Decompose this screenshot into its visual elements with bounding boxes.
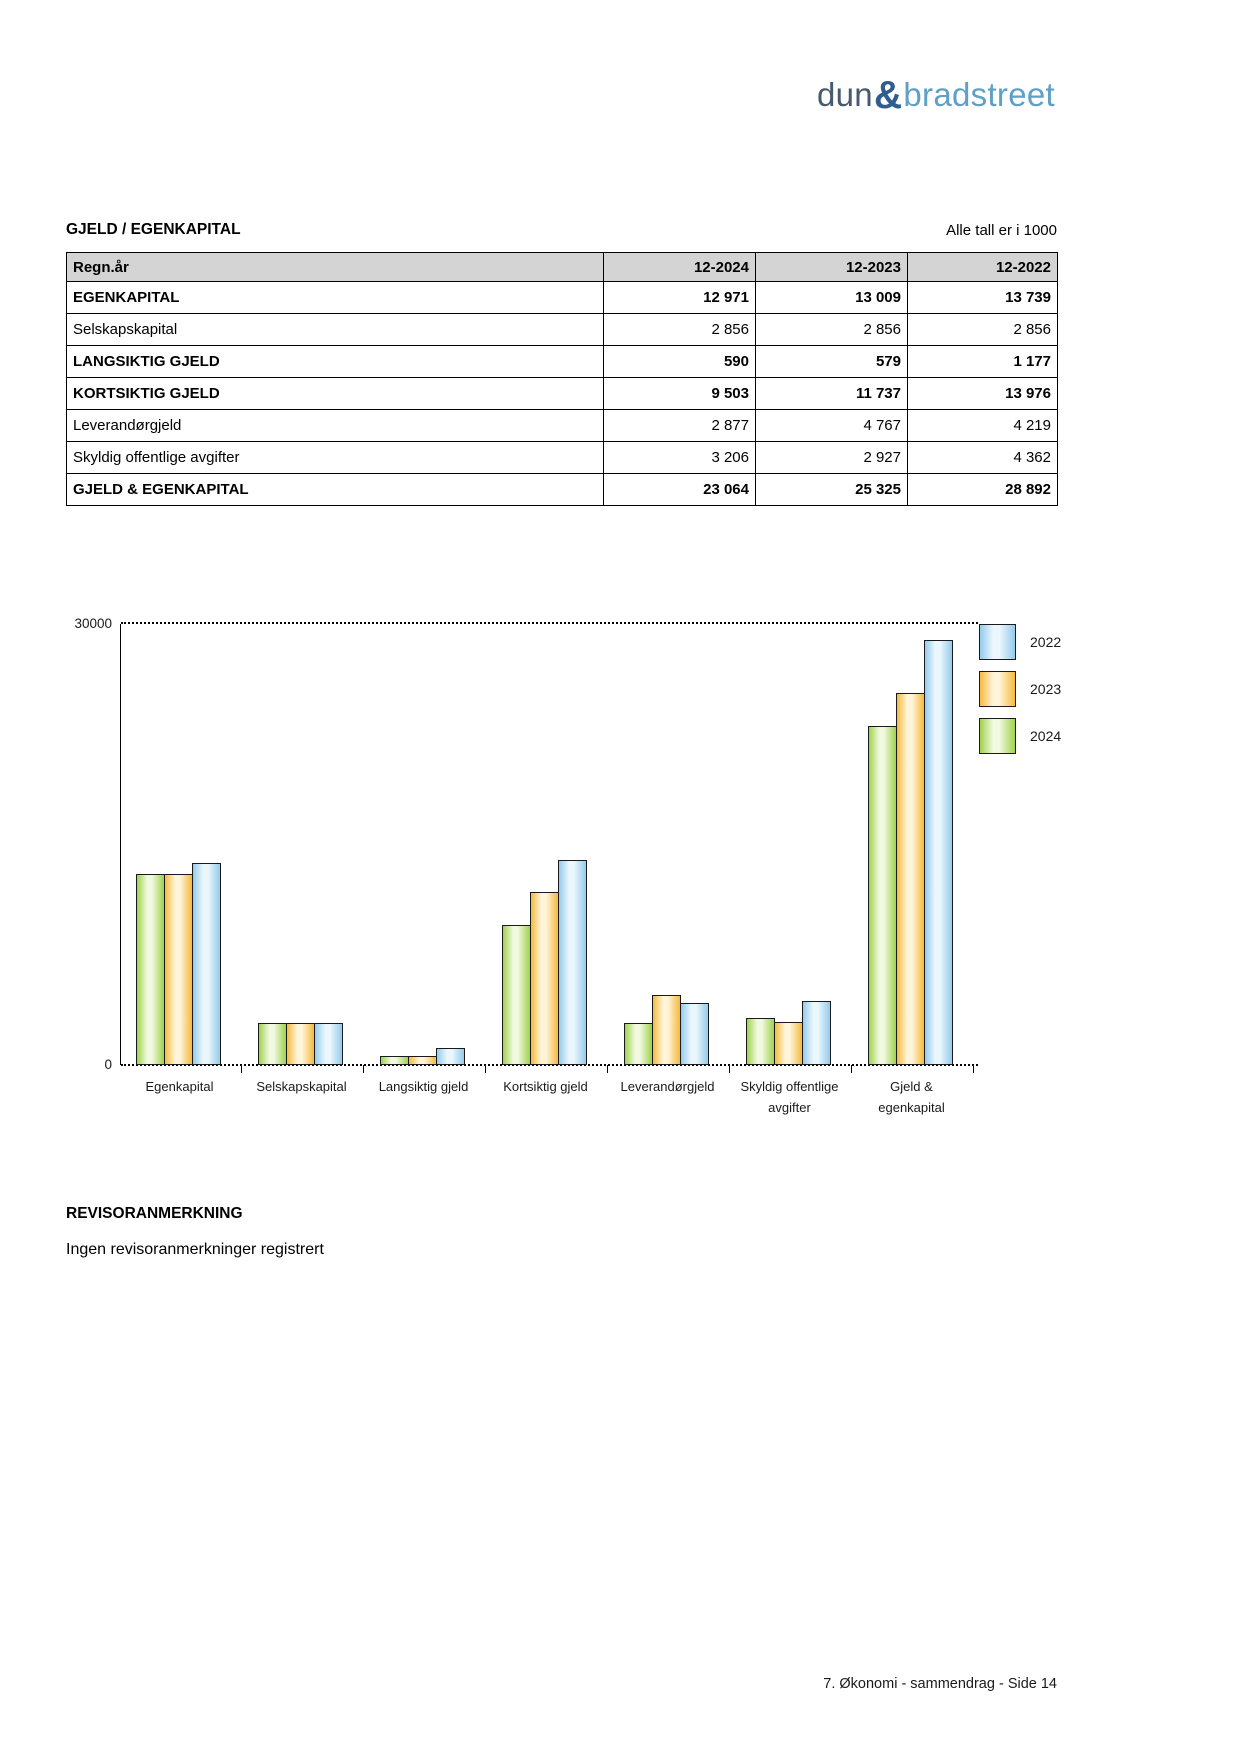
bar-group-1	[136, 863, 221, 1065]
bar-2024	[624, 1023, 653, 1065]
bar-2022	[314, 1023, 343, 1065]
bar-2022	[436, 1048, 465, 1065]
legend-item-2024	[979, 718, 1061, 754]
revisor-text: Ingen revisoranmerkninger registrert	[66, 1241, 324, 1258]
bar-2024	[380, 1056, 409, 1065]
row-value: 590	[604, 346, 756, 378]
row-label: KORTSIKTIG GJELD	[67, 378, 604, 410]
axis-tick	[851, 1065, 853, 1073]
revisor-heading: REVISORANMERKNING	[66, 1205, 243, 1222]
row-value: 3 206	[604, 442, 756, 474]
table-row	[67, 410, 1058, 442]
y-axis-tick-30000: 30000	[74, 616, 112, 631]
row-value: 23 064	[604, 474, 756, 506]
row-value: 28 892	[908, 474, 1058, 506]
section-title: GJELD / EGENKAPITAL	[66, 221, 241, 238]
row-value: 2 856	[908, 314, 1058, 346]
table-row	[67, 282, 1058, 314]
row-value: 2 877	[604, 410, 756, 442]
row-label: LANGSIKTIG GJELD	[67, 346, 604, 378]
bar-group-5	[624, 995, 709, 1065]
bar-2024	[868, 726, 897, 1065]
legend-label: 2022	[1030, 634, 1062, 650]
table-header-row	[67, 253, 1058, 282]
bar-2023	[164, 874, 193, 1065]
row-value: 13 976	[908, 378, 1058, 410]
row-value: 579	[756, 346, 908, 378]
bar-group-7	[868, 640, 953, 1065]
row-value: 2 856	[756, 314, 908, 346]
table-row	[67, 442, 1058, 474]
bar-group-6	[746, 1001, 831, 1065]
header-regnaar: Regn.år	[67, 253, 604, 282]
legend-swatch-2024	[979, 718, 1016, 754]
logo-text-dun: dun	[816, 76, 873, 113]
bar-2024	[746, 1018, 775, 1065]
bar-2022	[192, 863, 221, 1065]
legend-item-2022	[979, 624, 1061, 660]
row-value: 4 767	[756, 410, 908, 442]
header-year-2023: 12-2023	[756, 253, 908, 282]
row-value: 4 219	[908, 410, 1058, 442]
axis-tick	[363, 1065, 365, 1073]
legend-label: 2024	[1030, 728, 1062, 744]
dun-bradstreet-logo	[817, 74, 1055, 118]
row-value: 13 009	[756, 282, 908, 314]
header-year-2022: 12-2022	[908, 253, 1058, 282]
legend-item-2023	[979, 671, 1061, 707]
legend-swatch-2023	[979, 671, 1016, 707]
table-row	[67, 474, 1058, 506]
row-value: 13 739	[908, 282, 1058, 314]
axis-tick	[607, 1065, 609, 1073]
bar-2022	[924, 640, 953, 1065]
table-row	[67, 346, 1058, 378]
category-label: Skyldig offentlige avgifter	[740, 1079, 839, 1115]
bar-2022	[680, 1003, 709, 1065]
bar-2023	[408, 1056, 437, 1065]
category-label: Kortsiktig gjeld	[503, 1079, 588, 1094]
row-label: EGENKAPITAL	[67, 282, 604, 314]
table-row	[67, 378, 1058, 410]
row-value: 12 971	[604, 282, 756, 314]
bar-2023	[652, 995, 681, 1065]
category-label: Gjeld & egenkapital	[878, 1079, 945, 1115]
row-label: GJELD & EGENKAPITAL	[67, 474, 604, 506]
bar-2024	[502, 925, 531, 1065]
table-row	[67, 314, 1058, 346]
gjeld-egenkapital-table	[66, 252, 1058, 506]
bar-2024	[136, 874, 165, 1065]
axis-tick	[485, 1065, 487, 1073]
axis-tick	[973, 1065, 975, 1073]
page-footer: 7. Økonomi - sammendrag - Side 14	[823, 1676, 1057, 1692]
chart-legend	[979, 624, 1061, 765]
bar-2023	[896, 693, 925, 1065]
header-year-2024: 12-2024	[604, 253, 756, 282]
bar-2023	[286, 1023, 315, 1065]
row-value: 4 362	[908, 442, 1058, 474]
axis-tick	[241, 1065, 243, 1073]
row-value: 11 737	[756, 378, 908, 410]
bar-2024	[258, 1023, 287, 1065]
legend-swatch-2022	[979, 624, 1016, 660]
category-label: Leverandørgjeld	[620, 1079, 715, 1094]
bar-2022	[558, 860, 587, 1065]
row-label: Leverandørgjeld	[67, 410, 604, 442]
y-axis-tick-0: 0	[104, 1057, 112, 1072]
row-value: 1 177	[908, 346, 1058, 378]
bar-2023	[774, 1022, 803, 1065]
logo-ampersand-icon: &	[873, 74, 903, 117]
axis-tick	[729, 1065, 731, 1073]
units-note: Alle tall er i 1000	[946, 222, 1057, 239]
section-header	[66, 221, 1057, 239]
logo-text-bradstreet: bradstreet	[903, 76, 1055, 113]
bar-chart-plot	[120, 624, 978, 1115]
row-label: Skyldig offentlige avgifter	[67, 442, 604, 474]
row-value: 9 503	[604, 378, 756, 410]
category-label: Egenkapital	[145, 1079, 214, 1094]
category-label: Langsiktig gjeld	[378, 1079, 469, 1094]
row-label: Selskapskapital	[67, 314, 604, 346]
bar-group-4	[502, 860, 587, 1065]
legend-label: 2023	[1030, 681, 1062, 697]
category-label: Selskapskapital	[256, 1079, 347, 1094]
row-value: 2 927	[756, 442, 908, 474]
row-value: 2 856	[604, 314, 756, 346]
gridline-30000	[121, 622, 978, 624]
bar-2022	[802, 1001, 831, 1065]
bar-group-2	[258, 1023, 343, 1065]
row-value: 25 325	[756, 474, 908, 506]
bar-2023	[530, 892, 559, 1065]
bar-group-3	[380, 1048, 465, 1065]
